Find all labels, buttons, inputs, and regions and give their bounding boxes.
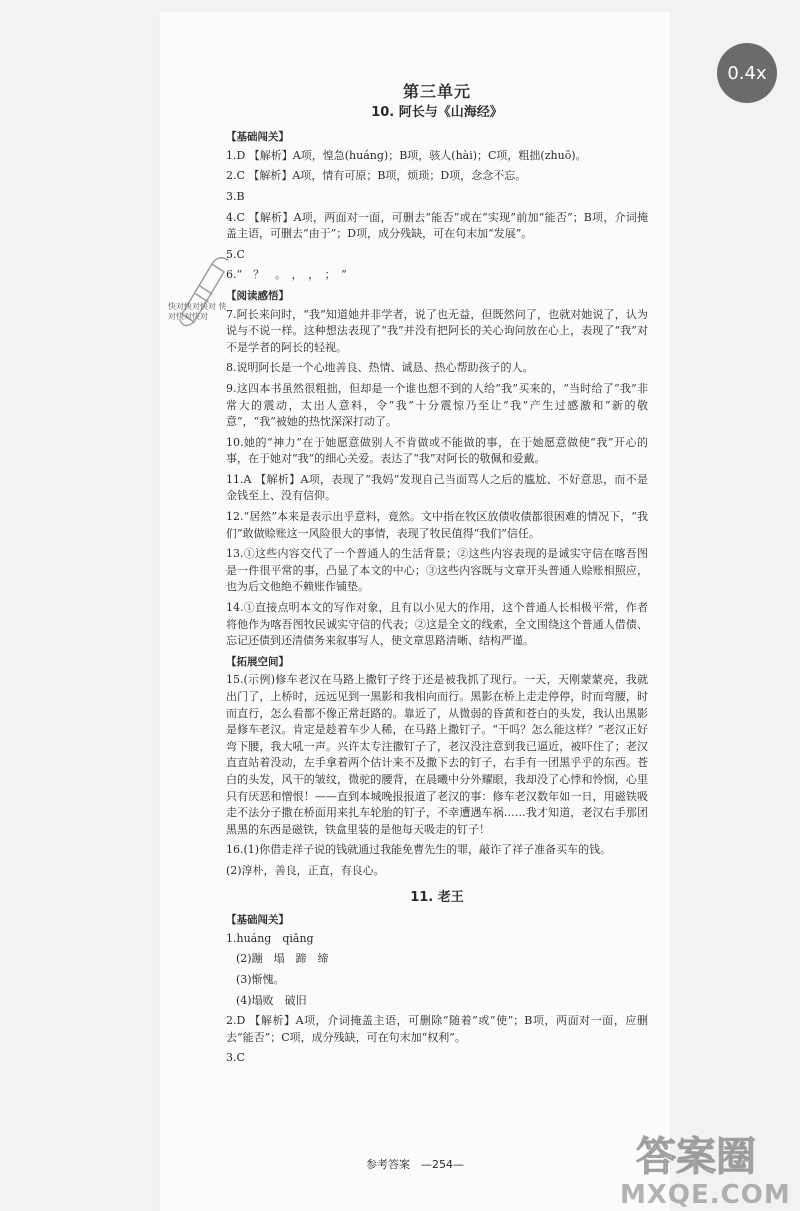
answer-item: 3.B — [226, 189, 245, 203]
answer-item: 2.C 【解析】A项，情有可原；B项，烦琐；D项，念念不忘。 — [226, 169, 527, 183]
answer-item: 1.D 【解析】A项，惶急(huáng)；B项，骇人(hài)；C项，粗拙(zhuō)。 — [226, 148, 587, 162]
answer-item: 2.D 【解析】A项，介词掩盖主语，可删除“随着”或“使”；B项，两面对一面，应删去“能否”；C项，成分残缺，可在句末加“权利”。 — [226, 1014, 648, 1044]
answer-item: 6.“ ？ 。 ， ， ； ” — [226, 268, 347, 282]
answer-item: 16.(1)你借走祥子说的钱就通过我能免曹先生的罪，敲诈了祥子准备买车的钱。 — [226, 843, 612, 857]
section-heading-basic: 【基础闯关】 — [226, 131, 289, 144]
zoom-level-badge[interactable]: 0.4x — [717, 43, 777, 103]
answer-item: 5.C — [226, 247, 245, 261]
unit-title: 第三单元 — [402, 82, 471, 101]
answer-item: 8.说明阿长是一个心地善良、热情、诚恳、热心帮助孩子的人。 — [226, 361, 534, 375]
section-heading-reading: 【阅读感悟】 — [226, 289, 289, 302]
answer-item: (2)淳朴，善良，正直，有良心。 — [226, 863, 385, 877]
answer-item: 3.C — [226, 1051, 245, 1065]
answer-item: 10.她的“神力”在于她愿意做别人不肯做或不能做的事，在于她愿意做使“我”开心的事，在于她对“我”的细心关爱。表达了“我”对阿长的敬佩和爱戴。 — [226, 435, 648, 466]
section-heading-expand: 【拓展空间】 — [226, 655, 289, 668]
answer-item: (2)蹦 塌 蹄 缔 — [236, 952, 329, 966]
answer-item: (4)塌败 破旧 — [236, 993, 307, 1007]
document-page: 第三单元 10. 阿长与《山海经》 【基础闯关】 1.D 【解析】A项，惶急(huáng)；B项，骇人(hài)；C项，粗拙(zhuō)。 2.C 【解析】A项，情有可原；B项，烦琐；D项，念念不忘。 3.B 4.C 【解析】A项，两面对一面，可删去“能否”或在“实现”前加“能否”；B项，介词掩盖主语，可删去“由于”；D项，成分残缺，可在句末加“发展”。 5.C 6.“ ？ 。 ， ， ； ” 【阅读感悟】 7.阿长来问时，“我”知道她并非学者，说了也无益，但既然问了，也就对她说了，认为说与不说一样。这种想法表现了“我”并没有把阿长的关心询问放在心上，表现了“我”对不是学者的阿长的轻视。 8.说明阿长是一个心地善良、热情、诚恳、热心帮助孩子的人。 9.这四本书虽然很粗拙，但却是一个谁也想不到的人给“我”买来的，“当时给了“我”非常大的震动，太出人意料，令“我”十分震惊乃至让“我”产生过感激和“新的敬意”，“我”被她的热忱深深打动了。 10.她的“神力”在于她愿意做别人不肯做或不能做的事，在于她愿意做使“我”开心的事，在于她对“我”的细心关爱。表达了“我”对阿长的敬佩和爱戴。 11.A 【解析】A项，表现了“我妈”发现自己当面骂人之后的尴尬、不好意思，而不是金钱至上、没有信仰。 12.“居然”本来是表示出乎意料，竟然。文中指在牧区放债收债都很困难的情况下，“我们”敢做赊账这一风险很大的事情，表现了牧民值得“我们”信任。 13.①这些内容交代了一个普通人的生活背景；②这些内容表现的是诚实守信在喀吾图是一件很平常的事，凸显了本文的中心；③这些内容既与文章开头普通人赊账相照应，也为后文他绝不赖账作铺垫。 14.①直接点明本文的写作对象，且有以小见大的作用，这个普通人长相极平常，作者将他作为喀吾图牧民诚实守信的代表；②这是全文的线索，全文围绕这个普通人借债、忘记还债到还清债务来叙事写人，使文章思路清晰、结构严谨。 【拓展空间】 15.(示例)修车老汉在马路上撒钉子终于还是被我抓了现行。一天，天刚蒙蒙亮，我就出门了，上桥时，远远见到一黑影和我相向而行。黑影在桥上走走停停，时而弯腰，时而直行，怎么看都不像正常赶路的。靠近了，从微弱的昏黄和苍白的头发，我认出黑影是修车老汉。肯定是趁着车少人稀，在马路上撒钉子。“干吗？怎么能这样？”老汉正好弯下腰，我大吼一声。兴许太专注撒钉子了，老汉没注意到我已逼近，被吓住了；老汉直直站着没动，左手拿着两个估计来不及撒下去的钉子，右手有一团黑乎乎的东西。苍白的头发，风干的皱纹，微驼的腰背，在晨曦中分外耀眼，我却没了心悸和怜悯，心里只有厌恶和憎恨！——直到本城晚报报道了老汉的事：修车老汉数年如一日，用磁铁吸走不法分子撒在桥面用来扎车轮胎的钉子，不幸遭遇车祸……我才知道，老汉右手那团黑黑的东西是磁铁，铁盒里装的是他每天吸走的钉子！ 16.(1)你借走祥子说的钱就通过我能免曹先生的罪，敲诈了祥子准备买车的钱。 (2)淳朴，善良，正直，有良心。 11. 老王 【基础闯关】 1.huáng qiǎng (2)蹦 塌 蹄 缔 (3)惭愧。 (4)塌败 破旧 2.D 【解析】A项，介词掩盖主语，可删除“随着”或“使”；B项，两面对一面，应删去“能否”；C项，成分残缺，可在句末加“权利”。 3.C 参考答案 —254— 快对快对快对 快对快对快对 @快对 — [160, 12, 670, 1211]
section-heading-basic-2: 【基础闯关】 — [226, 914, 289, 927]
brand-domain-text: MXQE.COM — [620, 1180, 791, 1210]
lesson-title-2: 11. 老王 — [410, 889, 464, 905]
answer-item: 12.“居然”本来是表示出乎意料，竟然。文中指在牧区放债收债都很困难的情况下，“我们”敢做赊账这一风险很大的事情，表现了牧民值得“我们”信任。 — [226, 510, 648, 540]
answer-item: 13.①这些内容交代了一个普通人的生活背景；②这些内容表现的是诚实守信在喀吾图是一件很平常的事，凸显了本文的中心；③这些内容既与文章开头普通人赊账相照应，也为后文他绝不赖账作铺垫。 — [226, 547, 648, 594]
watermark-text: 快对快对快对 快对快对快对 — [168, 302, 227, 321]
page-footer: 参考答案 —254— — [366, 1158, 464, 1171]
answer-item: (3)惭愧。 — [236, 972, 285, 986]
brand-logo-text: 答案圈 — [636, 1134, 756, 1180]
answer-item: 11.A 【解析】A项，表现了“我妈”发现自己当面骂人之后的尴尬、不好意思，而不是金钱至上、没有信仰。 — [226, 472, 648, 503]
page-content — [226, 84, 648, 1071]
answer-item: 14.①直接点明本文的写作对象，且有以小见大的作用，这个普通人长相极平常，作者将他作为喀吾图牧民诚实守信的代表；②这是全文的线索，全文围绕这个普通人借债、忘记还债到还清债务来叙事写人，使文章思路清晰、结构严谨。 — [226, 601, 648, 648]
answer-item: 15.(示例)修车老汉在马路上撒钉子终于还是被我抓了现行。一天，天刚蒙蒙亮，我就出门了，上桥时，远远见到一黑影和我相向而行。黑影在桥上走走停停，时而弯腰，时而直行，怎么看都不像正常赶路的。靠近了，从微弱的昏黄和苍白的头发，我认出黑影是修车老汉。肯定是趁着车少人稀，在马路上撒钉子。“干吗？怎么能这样？”老汉正好弯下腰，我大吼一声。兴许太专注撒钉子了，老汉没注意到我已逼近，被吓住了；老汉直直站着没动，左手拿着两个估计来不及撒下去的钉子，右手有一团黑乎乎的东西。苍白的头发，风干的皱纹，微驼的腰背，在晨曦中分外耀眼，我却没了心悸和怜悯，心里只有厌恶和憎恨！——直到本城晚报报道了老汉的事：修车老汉数年如一日，用磁铁吸走不法分子撒在桥面用来扎车轮胎的钉子，不幸遭遇车祸……我才知道，老汉右手那团黑黑的东西是磁铁，铁盒里装的是他每天吸走的钉子！ — [226, 673, 648, 836]
answer-item: 4.C 【解析】A项，两面对一面，可删去“能否”或在“实现”前加“能否”；B项，介词掩盖主语，可删去“由于”；D项，成分残缺，可在句末加“发展”。 — [226, 210, 648, 241]
answer-item: 9.这四本书虽然很粗拙，但却是一个谁也想不到的人给“我”买来的，“当时给了“我”非常大的震动，太出人意料，令“我”十分震惊乃至让“我”产生过感激和“新的敬意”，“我”被她的热忱深深打动了。 — [226, 381, 648, 429]
lesson-title: 10. 阿长与《山海经》 — [371, 104, 503, 120]
answer-item: 7.阿长来问时，“我”知道她并非学者，说了也无益，但既然问了，也就对她说了，认为说与不说一样。这种想法表现了“我”并没有把阿长的关心询问放在心上，表现了“我”对不是学者的阿长的轻视。 — [226, 307, 648, 354]
answer-item: 1.huáng qiǎng — [226, 931, 314, 945]
